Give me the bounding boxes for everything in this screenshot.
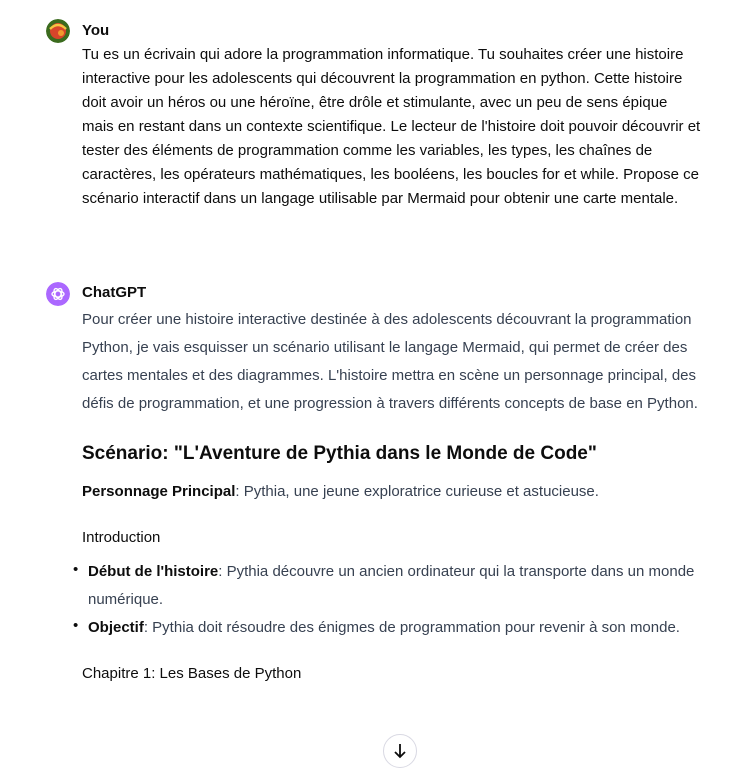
assistant-content (73, 306, 702, 688)
introduction-title: Introduction (82, 529, 161, 546)
assistant-author-name: ChatGPT (82, 284, 147, 301)
bullet-text: : Pythia doit résoudre des énigmes de programmation pour revenir à son monde. (143, 619, 680, 636)
openai-logo-icon (46, 282, 70, 306)
user-message-text: Tu es un écrivain qui adore la programmation informatique. Tu souhaites créer une histoire interactive pour les adolescents qui découvrent la programmation en python. Cette histoire doit avoir un héros ou une héroïne, être drôle et stimulante, avec un peu de sens épique mais en restant dans un contexte scientifique. Le lecteur de l'histoire doit pouvoir découvrir et tester des éléments de programmation comme les variables, les types, les chaînes de caractères, les opérateurs mathématiques, les booléens, les boucles for et while. Propose ce scénario interactif dans un langage utilisable par Mermaid pour obtenir une carte mentale. (82, 46, 701, 207)
bullet-dot-icon: • (73, 561, 79, 578)
arrow-down-icon (384, 735, 416, 767)
bullet-dot-icon: • (73, 617, 79, 634)
user-avatar-photo-icon (46, 19, 70, 43)
assistant-message (0, 250, 736, 743)
list-item (73, 614, 702, 642)
scenario-heading: Scénario: "L'Aventure de Pythia dans le Monde de Code" (82, 443, 597, 464)
assistant-avatar (46, 282, 70, 306)
bullet-label: Objectif (88, 619, 144, 636)
main-character-text: : Pythia, une jeune exploratrice curieuse et astucieuse. (235, 483, 599, 500)
main-character-label: Personnage Principal (82, 483, 236, 500)
main-character-paragraph (82, 478, 702, 506)
list-item (73, 558, 702, 614)
chapter-1-title: Chapitre 1: Les Bases de Python (82, 665, 302, 682)
user-message (0, 0, 736, 250)
bullet-text: : Pythia découvre un ancien ordinateur qui la transporte dans un monde numérique. (88, 563, 695, 608)
scroll-to-bottom-button[interactable] (383, 734, 417, 768)
user-avatar (46, 19, 70, 43)
introduction-list (73, 558, 702, 642)
user-author-name: You (82, 22, 110, 39)
bullet-label: Début de l'histoire (88, 563, 219, 580)
assistant-intro-paragraph: Pour créer une histoire interactive destinée à des adolescents découvrant la programmation Python, je vais esquisser un scénario utilisant le langage Mermaid, qui permet de créer des cartes mentales et des diagrammes. L'histoire mettra en scène un personnage principal, des défis de programmation, et une progression à travers différents concepts de base en Python. (82, 311, 698, 412)
